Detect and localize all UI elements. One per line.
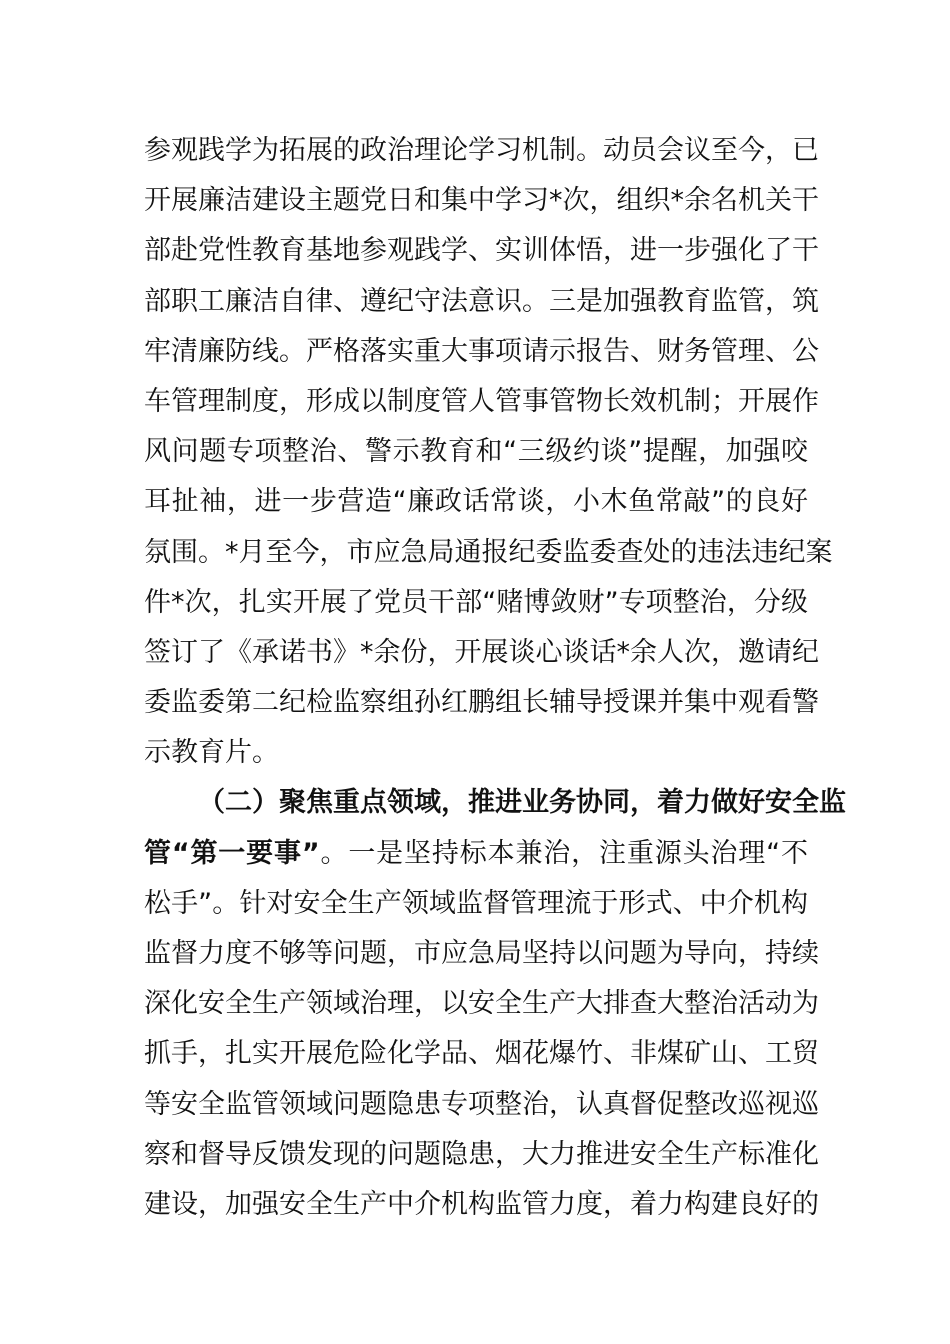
section-heading: （二）聚焦重点领域，推进业务协同，着力做好安全监 (198, 787, 846, 819)
text-line: 牢清廉防线。严格落实重大事项请示报告、财务管理、公 (144, 335, 819, 367)
text-line: 建设，加强安全生产中介机构监管力度，着力构建良好的 (144, 1188, 819, 1220)
text-line: 开展廉洁建设主题党日和集中学习*次，组织*余名机关干 (144, 185, 819, 217)
text-line: 风问题专项整治、警示教育和“三级约谈”提醒，加强咬 (144, 436, 808, 468)
text-line: 察和督导反馈发现的问题隐患，大力推进安全生产标准化 (144, 1138, 819, 1170)
text-line: 示教育片。 (144, 737, 279, 769)
text-line: 部职工廉洁自律、遵纪守法意识。三是加强教育监管，筑 (144, 285, 819, 317)
text-line: 签订了《承诺书》*余份，开展谈心谈话*余人次，邀请纪 (144, 636, 819, 668)
text-line: 松手”。针对安全生产领域监督管理流于形式、中介机构 (144, 887, 808, 919)
section-heading-tail: 管“第一要事” (144, 837, 320, 869)
text-line: 部赴党性教育基地参观践学、实训体悟，进一步强化了干 (144, 235, 819, 267)
body-text (144, 126, 846, 1230)
text-line: 车管理制度，形成以制度管人管事管物长效机制；开展作 (144, 385, 819, 417)
text-line: 参观践学为拓展的政治理论学习机制。动员会议至今，已 (144, 135, 819, 166)
text-line: 委监委第二纪检监察组孙红鹏组长辅导授课并集中观看警 (144, 687, 819, 719)
text-line: 等安全监管领域问题隐患专项整治，认真督促整改巡视巡 (144, 1088, 819, 1120)
text-fragment: 。一是坚持标本兼治，注重源头治理“不 (319, 837, 808, 869)
text-line (144, 829, 808, 879)
text-line: 耳扯袖，进一步营造“廉政话常谈，小木鱼常敲”的良好 (144, 486, 808, 518)
text-line: 深化安全生产领域治理，以安全生产大排查大整治活动为 (144, 988, 819, 1020)
text-line: 监督力度不够等问题，市应急局坚持以问题为导向，持续 (144, 938, 819, 969)
text-line: 件*次，扎实开展了党员干部“赌博敛财”专项整治，分级 (144, 586, 808, 618)
text-line: 氛围。*月至今，市应急局通报纪委监委查处的违法违纪案 (144, 536, 833, 568)
text-line: 抓手，扎实开展危险化学品、烟花爆竹、非煤矿山、工贸 (144, 1038, 819, 1070)
